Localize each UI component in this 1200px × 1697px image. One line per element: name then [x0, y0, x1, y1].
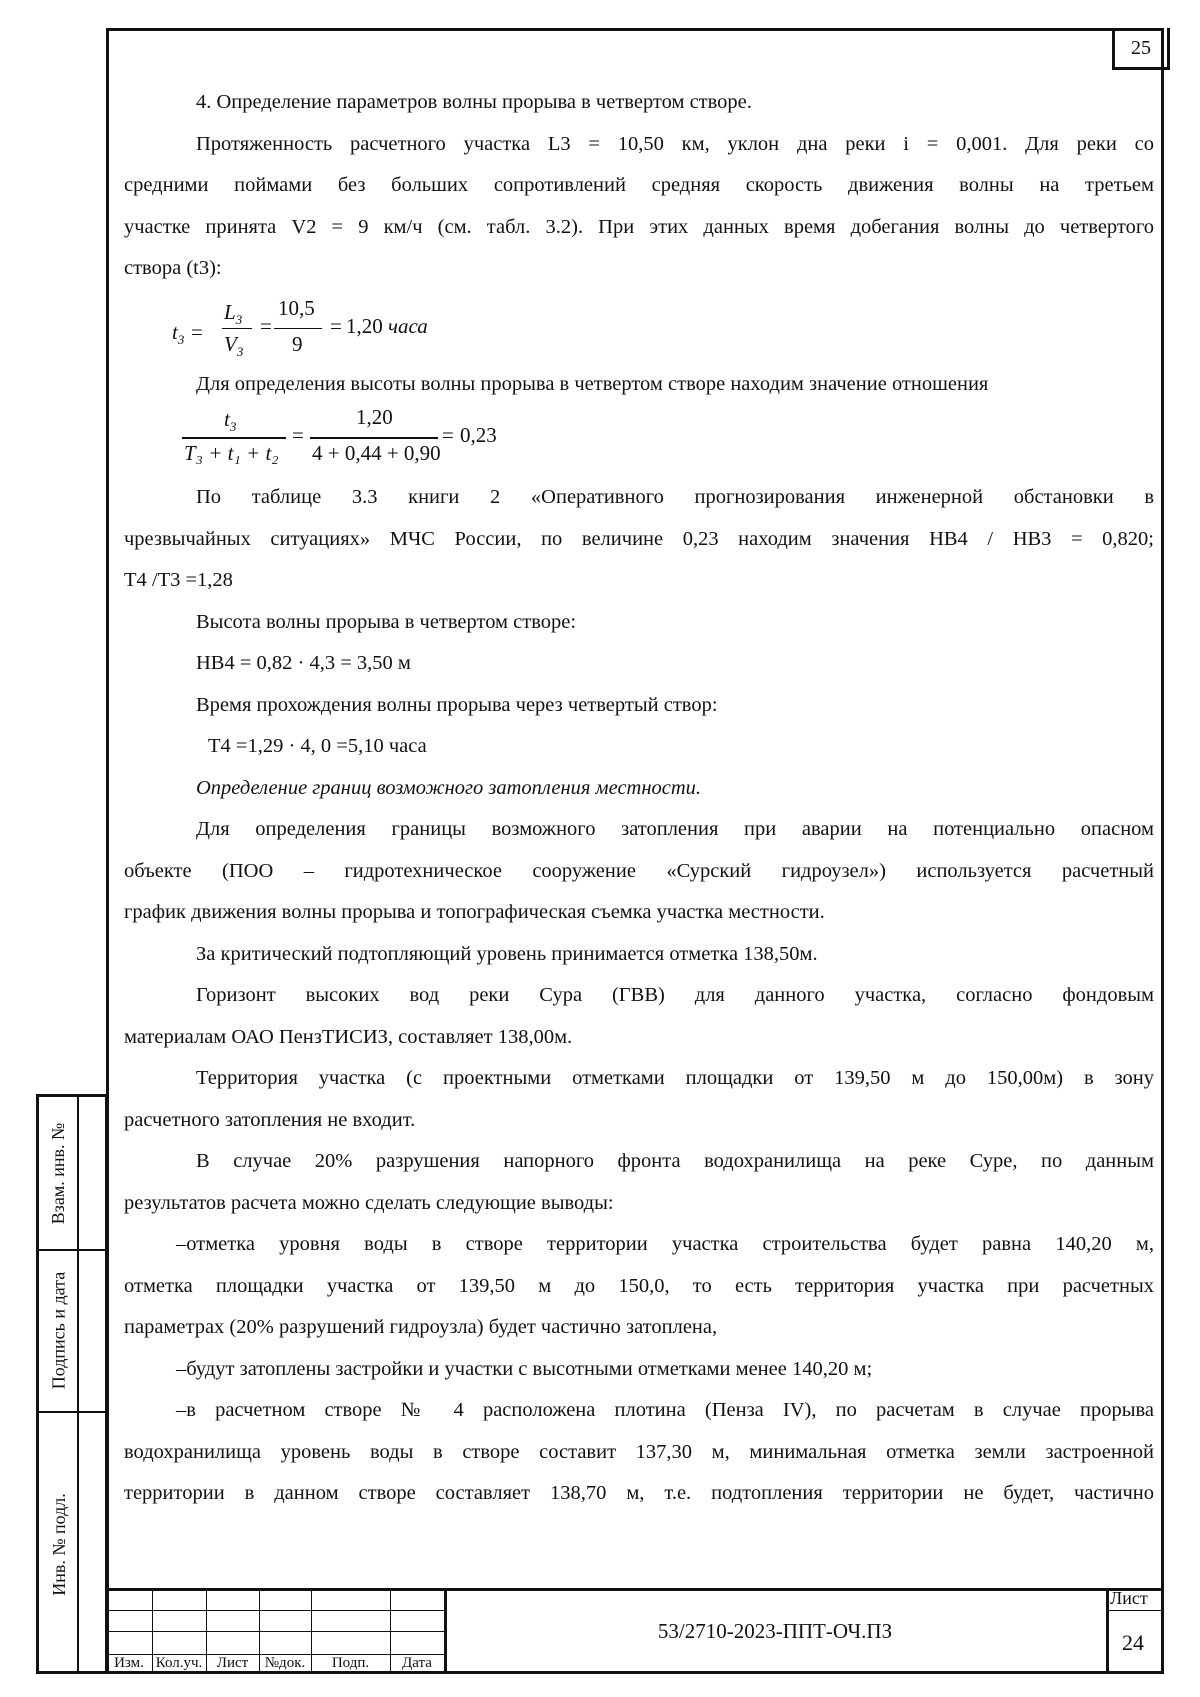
paragraph-line: материалам ОАО ПензТИСИЗ, составляет 138,00м. [124, 1025, 573, 1048]
fraction-bar [310, 437, 438, 439]
paragraph-line: расчетного затопления не входит. [124, 1108, 416, 1131]
bullet-line: параметрах (20% разрушений гидроузла) будет частично затоплена, [124, 1316, 718, 1338]
formula-num: 10,5 [278, 295, 315, 320]
paragraph-line: Время прохождения волны прорыва через четвертый створ: [196, 693, 718, 716]
paragraph-line: Горизонт высоких вод реки Сура (ГВВ) для данного участка, согласно фондовым [196, 984, 1154, 1006]
bullet-line: водохранилища уровень воды в створе составит 137,30 м, минимальная отметка земли застроенной [124, 1440, 1154, 1463]
formula-result: 0,23 [460, 423, 497, 447]
paragraph-line: створа (t3): [124, 257, 222, 279]
bullet-line: –отметка уровня воды в створе территории участка строительства будет равна 140,20 м, [176, 1233, 1154, 1255]
bullet-line: –будут затоплены застройки и участки с высотными отметками менее 140,20 м; [176, 1357, 873, 1380]
col-kolu: Кол.уч. [155, 1655, 203, 1671]
formula-num: 1,20 [356, 405, 393, 429]
formula-den: 9 [292, 331, 303, 356]
formula-den: T₃ + t₁ + t₂ [184, 441, 279, 465]
paragraph-line: Т4 /Т3 =1,28 [124, 569, 233, 591]
paragraph-line: По таблице 3.3 книги 2 «Оперативного прогнозирования инженерной обстановки в [196, 486, 1154, 508]
paragraph-line: Для определения высоты волны прорыва в четвертом створе находим значение отношения [196, 372, 989, 395]
paragraph-line: средними поймами без больших сопротивлений средняя скорость движения волны на третьем [124, 174, 1154, 196]
top-page-number: 25 [1112, 28, 1170, 70]
formula-ratio: $t_3$ T₃ + t₁ + t₂ = 1,20 4 + 0,44 + 0,90 = 0,23 [184, 405, 497, 465]
col-podp: Подп. [331, 1655, 370, 1671]
formula-unit: часа [388, 313, 428, 338]
fraction-bar [274, 328, 322, 330]
formula-sub: 3 [229, 419, 237, 434]
formula-sub: 3 [177, 331, 185, 347]
paragraph-line: участке принята V2 = 9 км/ч (см. табл. 3.2). При этих данных время добегания волны до четвертого [124, 215, 1154, 238]
formula-result: 1,20 [346, 313, 383, 338]
section-heading: 4. Определение параметров волны прорыва в четвертом створе. [196, 91, 752, 113]
paragraph-line: Для определения границы возможного затопления при аварии на потенциально опасном [196, 818, 1154, 840]
formula-travel-time: $t_3$ = $L_3$ $V_3$ = 10,5 9 = 1,20 часа [172, 295, 428, 359]
bullet-line: отметка площадки участка от 139,50 м до 150,0, то есть территория участка при расчетных [124, 1274, 1154, 1297]
title-block [106, 1588, 1164, 1674]
paragraph-line: Высота волны прорыва в четвертом створе: [196, 610, 577, 633]
col-list: Лист [216, 1655, 249, 1671]
paragraph-line: В случае 20% разрушения напорного фронта водохранилища на реке Суре, по данным [196, 1150, 1154, 1172]
formula-var: t [224, 407, 230, 431]
paragraph-line: Территория участка (с проектными отметками площадки от 139,50 м до 150,00м) в зону [196, 1067, 1154, 1089]
fraction-bar [182, 437, 286, 439]
formula-sub: 3 [235, 311, 243, 327]
col-ndok: №док. [264, 1655, 306, 1671]
paragraph-line: Т4 =1,29 · 4, 0 =5,10 часа [208, 735, 427, 757]
side-label-inv: Инв. № подл. [48, 1492, 69, 1596]
sheet-label: Лист [1110, 1588, 1148, 1608]
paragraph-line: график движения волны прорыва и топографическая съемка участка местности. [124, 901, 825, 923]
formula-var: t [172, 319, 178, 344]
formula-den: 4 + 0,44 + 0,90 [312, 441, 441, 465]
paragraph-line: Протяженность расчетного участка L3 = 10,50 км, уклон дна реки i = 0,001. Для реки со [196, 132, 1154, 155]
side-stamp [36, 1094, 108, 1674]
subheading-italic: Определение границ возможного затопления местности. [196, 776, 702, 799]
paragraph-line: чрезвычайных ситуациях» МЧС России, по величине 0,23 находим значения НВ4 / НВ3 = 0,820; [124, 527, 1154, 550]
document-code: 53/2710-2023-ППТ-ОЧ.ПЗ [657, 1618, 893, 1643]
fraction-bar [222, 328, 252, 330]
formula-var: V [224, 331, 237, 356]
paragraph-line: НВ4 = 0,82 · 4,3 = 3,50 м [196, 652, 411, 674]
paragraph-line: результатов расчета можно сделать следующие выводы: [124, 1191, 614, 1214]
paragraph-line: объекте (ПОО – гидротехническое сооружение «Сурский гидроузел») используется расчетный [124, 859, 1154, 882]
formula-sub: 3 [236, 343, 244, 359]
side-label-podpis: Подпись и дата [48, 1271, 69, 1389]
col-data: Дата [402, 1655, 432, 1671]
formula-var: L [224, 299, 236, 324]
col-izm: Изм. [114, 1655, 144, 1671]
document-body [124, 82, 1154, 1515]
sheet-number: 24 [1122, 1630, 1144, 1655]
side-label-vzam: Взам. инв. № [48, 1122, 69, 1224]
paragraph-line: За критический подтопляющий уровень принимается отметка 138,50м. [196, 942, 818, 965]
bullet-line: территории в данном створе составляет 138,70 м, т.е. подтопления территории не будет, частично [124, 1482, 1154, 1504]
bullet-line: –в расчетном створе № 4 расположена плотина (Пенза IV), по расчетам в случае прорыва [176, 1399, 1154, 1421]
